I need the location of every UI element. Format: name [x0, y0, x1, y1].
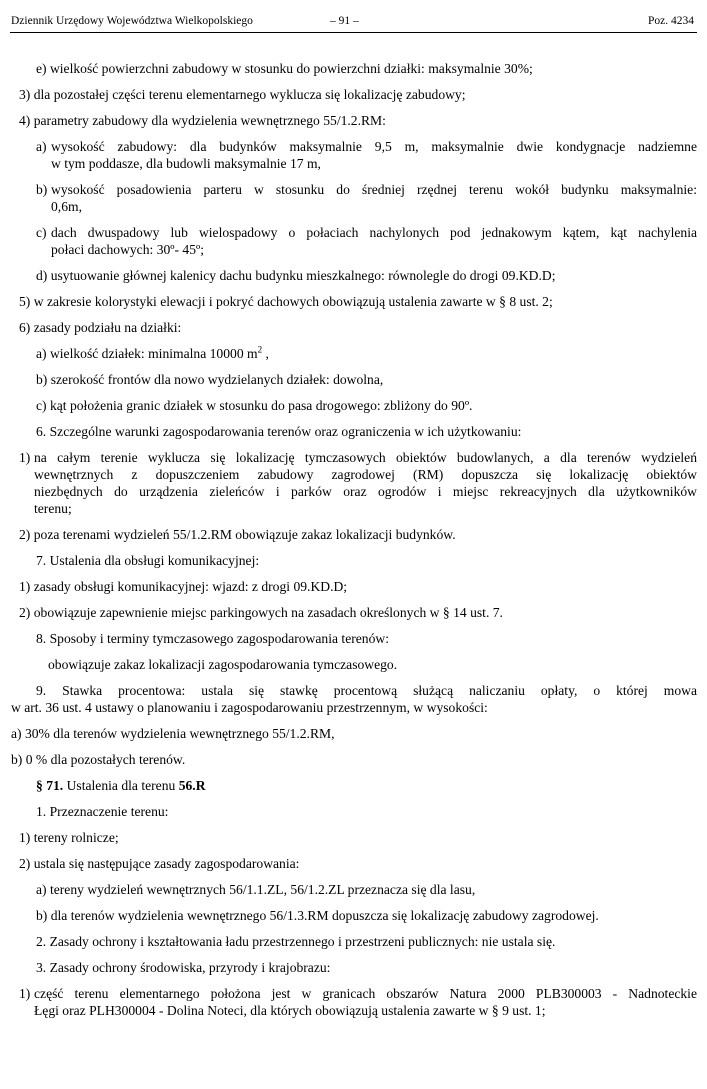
paragraph-line: b) szerokość frontów dla nowo wydzielanych działek: dowolna, [36, 372, 384, 387]
paragraph-line: 6) zasady podziału na działki: [19, 320, 182, 335]
paragraph-line: dach dwuspadowy lub wielospadowy o połaciach nachylonych pod jednakowym kątem, kąt nachylenia [51, 225, 697, 240]
paragraph-line: wysokość zabudowy: dla budynków maksymalnie 9,5 m, maksymalnie dwie kondygnacje nadziemne [51, 139, 697, 154]
paragraph-line: 2) ustala się następujące zasady zagospodarowania: [19, 856, 300, 871]
superscript: 2 [257, 344, 263, 355]
paragraph-line: Łęgi oraz PLH300004 - Dolina Noteci, dla których obowiązują ustalenia zawarte w § 9 ust. 1; [34, 1003, 546, 1018]
section-heading: 3. Zasady ochrony środowiska, przyrody i krajobrazu: [36, 960, 331, 975]
paragraph-line: b) 0 % dla pozostałych terenów. [11, 752, 186, 767]
paragraph-line: niezbędnych do urządzenia zieleńców i parków oraz ogrodów i miejsc rekreacyjnych dla użytkowników [34, 484, 697, 499]
paragraph-line: a) tereny wydzieleń wewnętrznych 56/1.1.ZL, 56/1.2.ZL przeznacza się dla lasu, [36, 882, 476, 897]
paragraph-line: 2) poza terenami wydzieleń 55/1.2.RM obowiązuje zakaz lokalizacji budynków. [19, 527, 456, 542]
paragraph-line: e) wielkość powierzchni zabudowy w stosunku do powierzchni działki: maksymalnie 30%; [36, 61, 533, 76]
page-number: – 91 – [330, 15, 359, 27]
journal-title: Dziennik Urzędowy Województwa Wielkopolskiego [11, 15, 253, 27]
header-rule [10, 32, 697, 33]
section-heading: 8. Sposoby i terminy tymczasowego zagospodarowania terenów: [36, 631, 389, 646]
paragraph-line: 1) tereny rolnicze; [19, 830, 119, 845]
paragraph-line: 9. Stawka procentowa: ustala się stawkę procentową służącą naliczaniu opłaty, o której mowa [36, 683, 697, 698]
paragraph-line: w tym poddasze, dla budowli maksymalnie 17 m, [51, 156, 321, 171]
list-label: 1) [19, 986, 31, 1001]
paragraph-line: na całym terenie wyklucza się lokalizację tymczasowych obiektów budowlanych, a dla terenów wydzieleń [34, 450, 697, 465]
paragraph-line: d) usytuowanie głównej kalenicy dachu budynku mieszkalnego: równolegle do drogi 09.KD.D; [36, 268, 556, 283]
paragraph-line: 3) dla pozostałej części terenu elementarnego wyklucza się lokalizację zabudowy; [19, 87, 466, 102]
paragraph-line: c) kąt położenia granic działek w stosunku do pasa drogowego: zbliżony do 90º. [36, 398, 473, 413]
paragraph-line: część terenu elementarnego położona jest w granicach obszarów Natura 2000 PLB300003 - Nadnoteckie [34, 986, 697, 1001]
paragraph-line: obowiązuje zakaz lokalizacji zagospodarowania tymczasowego. [48, 657, 398, 672]
list-label: b) [36, 182, 48, 197]
paragraph-line: wewnętrznych z dopuszczeniem zabudowy zagrodowej (RM) dopuszcza się lokalizację obiektów [34, 467, 697, 482]
paragraph-line: 4) parametry zabudowy dla wydzielenia wewnętrznego 55/1.2.RM: [19, 113, 386, 128]
paragraph-line: wysokość posadowienia parteru w stosunku do średniej rzędnej terenu wokół budynku maksymalnie: [51, 182, 697, 197]
paragraph-line: 1) zasady obsługi komunikacyjnej: wjazd: z drogi 09.KD.D; [19, 579, 348, 594]
paragraph-line: a) wielkość działek: minimalna 10000 $m^2$ , [36, 344, 269, 361]
paragraph-line: połaci dachowych: 30º- 45º; [51, 242, 205, 257]
position-number: Poz. 4234 [648, 15, 694, 27]
paragraph-line: a) 30% dla terenów wydzielenia wewnętrznego 55/1.2.RM, [11, 726, 335, 741]
list-label: 1) [19, 450, 31, 465]
paragraph-line: terenu; [34, 501, 72, 516]
list-label: a) [36, 139, 47, 154]
paragraph-line: 5) w zakresie kolorystyki elewacji i pokryć dachowych obowiązują ustalenia zawarte w § 8 ust. 2; [19, 294, 553, 309]
list-label: c) [36, 225, 47, 240]
section-heading: 6. Szczególne warunki zagospodarowania terenów oraz ograniczenia w ich użytkowaniu: [36, 424, 522, 439]
paragraph-line: b) dla terenów wydzielenia wewnętrznego 56/1.3.RM dopuszcza się lokalizację zabudowy zagrodowej. [36, 908, 599, 923]
section-heading: § 71. Ustalenia dla terenu 56.R [36, 778, 206, 793]
section-heading: 2. Zasady ochrony i kształtowania ładu przestrzennego i przestrzeni publicznych: nie ustala się. [36, 934, 556, 949]
section-heading: 1. Przeznaczenie terenu: [36, 804, 169, 819]
paragraph-line: w art. 36 ust. 4 ustawy o planowaniu i zagospodarowaniu przestrzennym, w wysokości: [11, 700, 488, 715]
paragraph-line: 2) obowiązuje zapewnienie miejsc parkingowych na zasadach określonych w § 14 ust. 7. [19, 605, 503, 620]
paragraph-line: 0,6m, [51, 199, 82, 214]
section-heading: 7. Ustalenia dla obsługi komunikacyjnej: [36, 553, 260, 568]
